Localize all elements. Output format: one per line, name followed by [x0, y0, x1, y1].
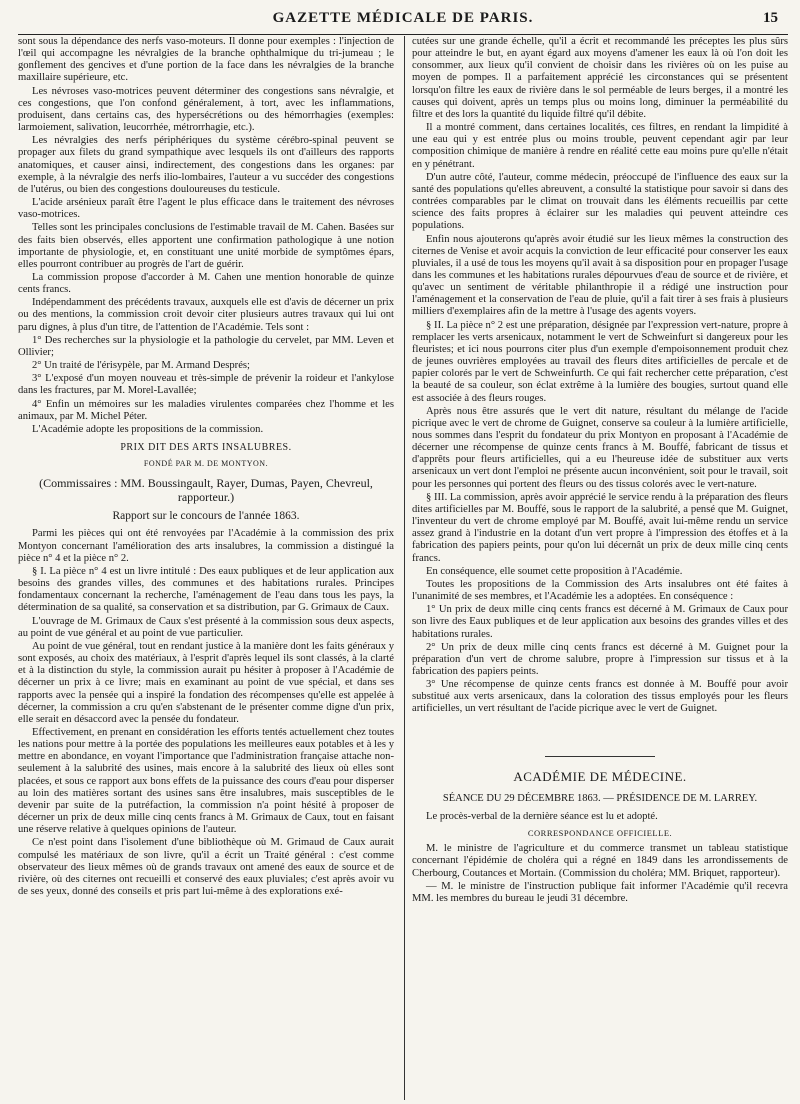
newspaper-title: GAZETTE MÉDICALE DE PARIS. — [272, 10, 534, 26]
paragraph: Les névroses vaso-motrices peuvent déterminer des congestions sans névralgie, et ces congestions, que l'on confond généralement, à tort, avec les inflammations, produisent, dans certains cas, des hypersécrétions ou des hémorrhagies (exemples: larmoiement, salivation, leucorrhée, métrorrhagie, etc.). — [18, 85, 394, 134]
correspondance-title: CORRESPONDANCE OFFICIELLE. — [527, 828, 673, 839]
paragraph: § I. La pièce n° 4 est un livre intitulé : Des eaux publiques et de leur application aux besoins des grandes villes, des communes et des habitations rurales. Principes fondamentaux concernant la recherche, l'aménagement de l'eau dans tous les pays, la détermination de sa qualité, sa conservation et sa distribution, par G. Grimaux de Caux. — [18, 565, 394, 614]
list-item: 1° Des recherches sur la physiologie et la pathologie du cervelet, par MM. Leven et Ollivier; — [18, 334, 394, 358]
paragraph: § III. La commission, après avoir apprécié le service rendu à la préparation des fleurs dites artificielles par M. Bouffé, sous le rapport de la salubrité, a pensé que M. Guignet, l'inventeur du vert de chrome employé par M. Bouffé, avait lui-même rendu un service assez grand à l'industrie en la dotant d'un vert propre à l'impression des étoffes et à la fabrication des papiers peints, pour qu'on lui décernât un prix de deux mille cinq cents francs. — [412, 491, 788, 564]
seance-line: SÉANCE DU 29 DÉCEMBRE 1863. — PRÉSIDENCE DE M. LARREY. — [442, 792, 758, 804]
section-subtitle: FONDÉ PAR M. DE MONTYON. — [143, 459, 269, 469]
page-number: 15 — [763, 10, 778, 26]
paragraph: Au point de vue général, tout en rendant justice à la manière dont les faits généraux y sont exposés, au choix des matériaux, à l'esprit d'après lequel ils sont classés, à la clarté et à la distinction du style, la commission aurait pu hésiter à proposer à l'Académie de décerner un prix à ce livre; mais en examinant au point de vue spécial, et dans ses rapports avec la pensée qui a inspiré la fondation des récompenses qu'elle est appelée à décerner, la commission a cru qu'en s'abstenant de le présenter comme digne d'un prix, elle serait en désaccord avec la pensée du fondateur. — [18, 640, 394, 725]
paragraph: cutées sur une grande échelle, qu'il a écrit et recommandé les préceptes les plus sûrs pour atteindre le but, en ayant égard aux moyens d'amener les eaux là où l'on doit les consommer, aux lieux qu'il convient de choisir dans les rivières où on les puise au moyen de pompes. Il a parfaitement apprécié les circonstances qui se présentent lorsqu'on filtre les eaux de rivière dans le sol perméable de leurs berges, il a montré les causes qui doivent, après un temps plus ou moins long, diminuer la perméabilité du filtre et des lors la quantité du liquide filtré qu'il débite. — [412, 36, 788, 120]
list-item: 2° Un traité de l'érisypèle, par M. Armand Després; — [32, 360, 250, 372]
paragraph: sont sous la dépendance des nerfs vaso-moteurs. Il donne pour exemples : l'injection de l'œil qui accompagne les névralgies de la branche ophthalmique du tri-jumeau ; le gonflement des gencives et d'une portion de la face dans les névralgies de la branche maxillaire supérieure, etc. — [18, 36, 394, 84]
paragraph: Effectivement, en prenant en considération les efforts tentés actuellement chez toutes les nations pour mettre à la portée des populations les meilleures eaux potables et à les y mettre en abondance, en voyant l'importance que l'administration française attache non-seulement à la salubrité des usines, mais encore à la salubrité des lieux où elles sont placées, et sous ce rapport aux bons effets de la puissance des cours d'eau pour disperser au loin des matières sortant des usines sans être insalubres, mais susceptibles de le devenir par suite de la putréfaction, la commission n'a point hésité à proposer de décerner un prix de deux mille cinq cents francs à M. Grimaux de Caux, tout en faisant une réserve relative à quelques opinions de l'auteur. — [18, 726, 394, 836]
masthead — [18, 6, 788, 35]
paragraph: La commission propose d'accorder à M. Cahen une mention honorable de quinze cents francs. — [18, 271, 394, 296]
right-column — [412, 36, 788, 1100]
report-title: Rapport sur le concours de l'année 1863. — [112, 510, 300, 523]
paragraph: Ce n'est point dans l'isolement d'une bibliothèque où M. Grimaud de Caux aurait compulsé les matériaux de son livre, qu'il a écrit un Traité général : c'est comme observateur des lieux mêmes où de grands travaux ont amené des eaux de source et de rivière, où des citernes ont recueilli et conservé des eaux pluviales; c'est après avoir vu de ses yeux, donné des conseils et pris part lui-même à des explorations exé- — [18, 837, 394, 897]
paragraph: Enfin nous ajouterons qu'après avoir étudié sur les lieux mêmes la construction des citernes de Venise et avoir acquis la conviction de leur efficacité pour conserver les eaux pluviales, il a usé de tous les moyens qu'il avait à sa disposition pour en propager l'usage dans les communes et les habitations rurales dépourvues d'eau de source et de rivière, et qu'avec un sentiment de véritable philanthropie il a rédigé une instruction pour l'aménagement et la conservation de l'eau de pluie, qu'il a fait tirer à ses frais à plusieurs milliers d'exemplaires afin de la mettre à l'usage des agents voyers. — [412, 233, 788, 318]
list-item: 1° Un prix de deux mille cinq cents francs est décerné à M. Grimaux de Caux pour son livre des Eaux publiques et de leur application aux besoins des grandes villes et des habitations rurales. — [412, 604, 788, 640]
paragraph: M. le ministre de l'agriculture et du commerce transmet un tableau statistique concernant l'épidémie de choléra qui a régné en 1849 dans les arrondissements de Cherbourg, Coutances et Mortain. (Commission du choléra; MM. Briquet, rapporteur). — [412, 843, 788, 879]
paragraph: L'acide arsénieux paraît être l'agent le plus efficace dans le traitement des névroses vaso-motrices. — [18, 197, 394, 221]
paragraph: Après nous être assurés que le vert dit nature, résultant du mélange de l'acide picrique avec le vert de chrome de Guignet, conserve sa couleur à la lumière artificielle, nous sommes dans l'esprit du fondateur du prix Montyon en proposant à l'Académie de décerner une récompense de quinze cents francs à M. Bouffé, fabricant de tissus et d'apprêts pour fleurs artificielles, qui a eu l'heureuse idée de substituer aux verts arsenicaux un vert dont l'emploi ne présente aucun inconvénient, soit pour le travail, soit pour les personnes qui portent des fleurs ou des tissus colorés avec le vert-nature. — [412, 405, 788, 490]
list-item: 3° Une récompense de quinze cents francs est donnée à M. Bouffé pour avoir substitué aux verts arsenicaux, dans la coloration des tissus employés pour les fleurs artificielles, un vert résultant de l'acide picrique avec le vert de Guignet. — [412, 679, 788, 715]
list-item: 2° Un prix de deux mille cinq cents francs est décerné à M. Guignet pour la préparation d'un vert de chrome salubre, propre à l'impression sur tissus et à la fabrication des papiers peints. — [412, 641, 788, 677]
paragraph: Le procès-verbal de la dernière séance est lu et adopté. — [426, 810, 658, 822]
paragraph: Indépendamment des précédents travaux, auxquels elle est d'avis de décerner un prix ou des mentions, la commission croit devoir citer plusieurs autres travaux qui lui ont paru dignes, à plus d'un titre, de l'attention de l'Académie. Tels sont : — [18, 297, 394, 333]
paragraph: § II. La pièce n° 2 est une préparation, désignée par l'expression vert-nature, propre à remplacer les verts arsenicaux, notamment le vert de Schweinfurt si dangereux pour les fleuristes; et ici nous pourrons citer plus d'un exemple d'empoisonnement produit chez de jeunes ouvrières employées au travail des fleurs dites artificielles de percale et de papier colorés par le vert de Schweinfurth. Ce qui fait rechercher cette préparation, c'est la beauté de sa couleur, son éclat extrême à la lumière des bougies, surtout quand elle est associée à des fleurs rouges. — [412, 319, 788, 404]
left-column — [18, 36, 394, 1100]
paragraph: D'un autre côté, l'auteur, comme médecin, préoccupé de l'influence des eaux sur la santé des populations qu'elles abreuvent, a consulté la statistique pour savoir si dans des contrées comparables par le climat on trouvait dans les éléments recueillis par cette science des faits propres à éclairer sur les maladies qui peuvent atteindre ces populations. — [412, 171, 788, 232]
paragraph: L'ouvrage de M. Grimaux de Caux s'est présenté à la commission sous deux aspects, au point de vue général et au point de vue particulier. — [18, 615, 394, 639]
paragraph: Il a montré comment, dans certaines localités, ces filtres, en rendant la limpidité à une eau qui y est entrée plus ou moins trouble, peuvent cependant agir par leur composition chimique de manière à rendre en réalité cette eau moins pure qu'elle n'était en y pénétrant. — [412, 122, 788, 170]
paragraph: — M. le ministre de l'instruction publique fait informer l'Académie qu'il recevra MM. les membres du bureau le jeudi 31 décembre. — [412, 880, 788, 904]
list-item: 4° Enfin un mémoires sur les maladies virulentes comparées chez l'homme et les animaux, par M. Michel Péter. — [18, 398, 394, 422]
section-title: PRIX DIT DES ARTS INSALUBRES. — [120, 442, 292, 453]
column-rule — [404, 36, 405, 1100]
paragraph: Telles sont les principales conclusions de l'estimable travail de M. Cahen. Basées sur des faits bien observés, elles apportent une confirmation pathologique à une notion importante de physiologie, et, en constituant une unité morbide de symptômes épars, elles pourront contribuer au progrès de l'art de guérir. — [18, 222, 394, 270]
columns — [18, 36, 788, 1100]
section-separator — [545, 756, 655, 757]
paragraph: En conséquence, elle soumet cette proposition à l'Académie. — [426, 565, 683, 577]
paragraph: Toutes les propositions de la Commission des Arts insalubres ont été faites à l'unanimité de ses membres, et l'Académie les a adoptées. En conséquence : — [412, 578, 788, 603]
academie-title: ACADÉMIE DE MÉDECINE. — [513, 768, 687, 784]
paragraph: L'Académie adopte les propositions de la commission. — [32, 423, 264, 435]
list-item: 3° L'exposé d'un moyen nouveau et très-simple de prévenir la roideur et l'ankylose dans les fractures, par M. Morel-Lavallée; — [18, 373, 394, 397]
paragraph: Parmi les pièces qui ont été renvoyées par l'Académie à la commission des prix Montyon concernant l'amélioration des arts insalubres, la commission a distingué la pièce n° 4 et la pièce n° 2. — [18, 528, 394, 564]
paragraph: Les névralgies des nerfs périphériques du système cérébro-spinal peuvent se propager aux filets du grand sympathique avec lesquels ils ont d'ailleurs des rapports anatomiques, et causer ainsi, indirectement, des congestions dans les organes: par exemple, à la névralgie des nerfs ilio-lombaires, l'auteur a vu succéder des congestions de l'utérus, ou bien des congestions douloureuses du testicule. — [18, 135, 394, 195]
commissioners: (Commissaires : MM. Boussingault, Rayer, Dumas, Payen, Chevreul, rapporteur.) — [39, 476, 373, 505]
